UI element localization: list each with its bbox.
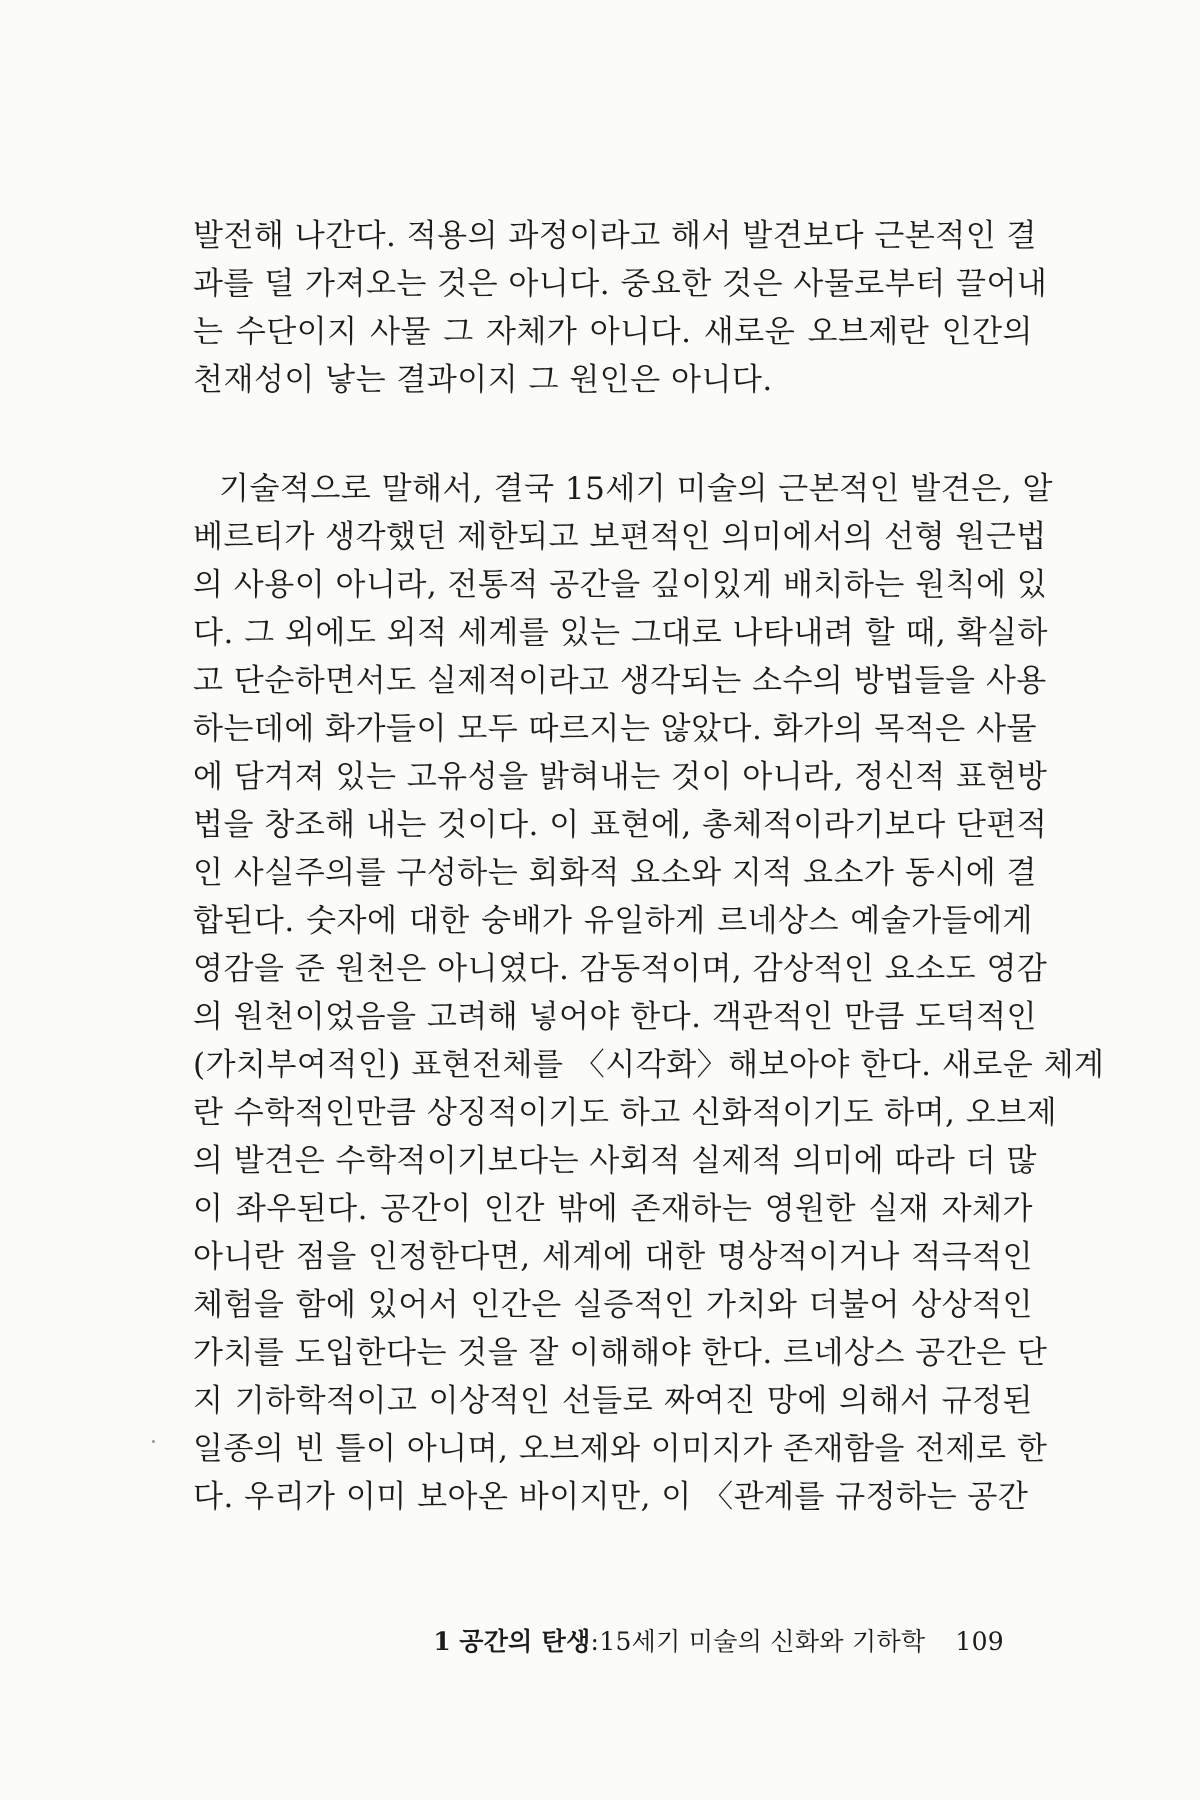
text-line: 하는데에 화가들이 모두 따르지는 않았다. 화가의 목적은 사물 bbox=[193, 711, 1037, 747]
text-line: 체험을 함에 있어서 인간은 실증적인 가치와 더불어 상상적인 bbox=[193, 1287, 1033, 1323]
text-line: 영감을 준 원천은 아니였다. 감동적이며, 감상적인 요소도 영감 bbox=[193, 951, 1048, 987]
text-line: 고 단순하면서도 실제적이라고 생각되는 소수의 방법들을 사용 bbox=[193, 663, 1047, 699]
text-line: 베르티가 생각했던 제한되고 보편적인 의미에서의 선형 원근법 bbox=[193, 519, 1047, 555]
text-line: 일종의 빈 틀이 아니며, 오브제와 이미지가 존재함을 전제로 한 bbox=[193, 1431, 1048, 1467]
text-line: 발전해 나간다. 적용의 과정이라고 해서 발견보다 근본적인 결 bbox=[193, 218, 1037, 254]
text-line: 의 원천이었음을 고려해 넣어야 한다. 객관적인 만큼 도덕적인 bbox=[193, 999, 1037, 1035]
text-line: 지 기하학적이고 이상적인 선들로 짜여진 망에 의해서 규정된 bbox=[193, 1383, 1033, 1419]
text-line: 다. 그 외에도 외적 세계를 있는 그대로 나타내려 할 때, 확실하 bbox=[193, 615, 1048, 651]
text-line: 이 좌우된다. 공간이 인간 밖에 존재하는 영원한 실재 자체가 bbox=[193, 1191, 1033, 1227]
page-number: 109 bbox=[955, 1627, 1004, 1656]
text-line: 과를 덜 가져오는 것은 아니다. 중요한 것은 사물로부터 끌어내 bbox=[193, 266, 1048, 302]
chapter-number: 1 bbox=[433, 1627, 452, 1656]
text-line: 합된다. 숫자에 대한 숭배가 유일하게 르네상스 예술가들에게 bbox=[193, 903, 1033, 939]
text-line: 법을 창조해 내는 것이다. 이 표현에, 총체적이라기보다 단편적 bbox=[193, 807, 1048, 843]
text-line: 기술적으로 말해서, 결국 15세기 미술의 근본적인 발견은, 알 bbox=[219, 471, 1053, 507]
text-line: 천재성이 낳는 결과이지 그 원인은 아니다. bbox=[193, 362, 773, 398]
scan-speck bbox=[152, 1440, 155, 1443]
chapter-title: 공간의 탄생 bbox=[459, 1627, 591, 1656]
paragraph bbox=[193, 212, 1048, 404]
text-line: 의 사용이 아니라, 전통적 공간을 깊이있게 배치하는 원칙에 있 bbox=[193, 567, 1048, 603]
text-line: 에 담겨져 있는 고유성을 밝혀내는 것이 아니라, 정신적 표현방 bbox=[193, 759, 1048, 795]
text-line: 다. 우리가 이미 보아온 바이지만, 이 〈관계를 규정하는 공간 bbox=[193, 1479, 1029, 1515]
text-line: 인 사실주의를 구성하는 회화적 요소와 지적 요소가 동시에 결 bbox=[193, 855, 1037, 891]
text-line: 의 발견은 수학적이기보다는 사회적 실제적 의미에 따라 더 많 bbox=[193, 1143, 1037, 1179]
text-line: 아니란 점을 인정한다면, 세계에 대한 명상적이거나 적극적인 bbox=[193, 1239, 1033, 1275]
text-line: 란 수학적인만큼 상징적이기도 하고 신화적이기도 하며, 오브제 bbox=[193, 1095, 1058, 1131]
text-line: (가치부여적인) 표현전체를 〈시각화〉해보아야 한다. 새로운 체계 bbox=[193, 1047, 1105, 1083]
text-line: 가치를 도입한다는 것을 잘 이해해야 한다. 르네상스 공간은 단 bbox=[193, 1335, 1048, 1371]
chapter-subtitle: :15세기 미술의 신화와 기하학 bbox=[590, 1627, 926, 1656]
text-line: 는 수단이지 사물 그 자체가 아니다. 새로운 오브제란 인간의 bbox=[193, 314, 1033, 350]
paragraph bbox=[193, 465, 1105, 1521]
running-footer bbox=[433, 1622, 1004, 1658]
